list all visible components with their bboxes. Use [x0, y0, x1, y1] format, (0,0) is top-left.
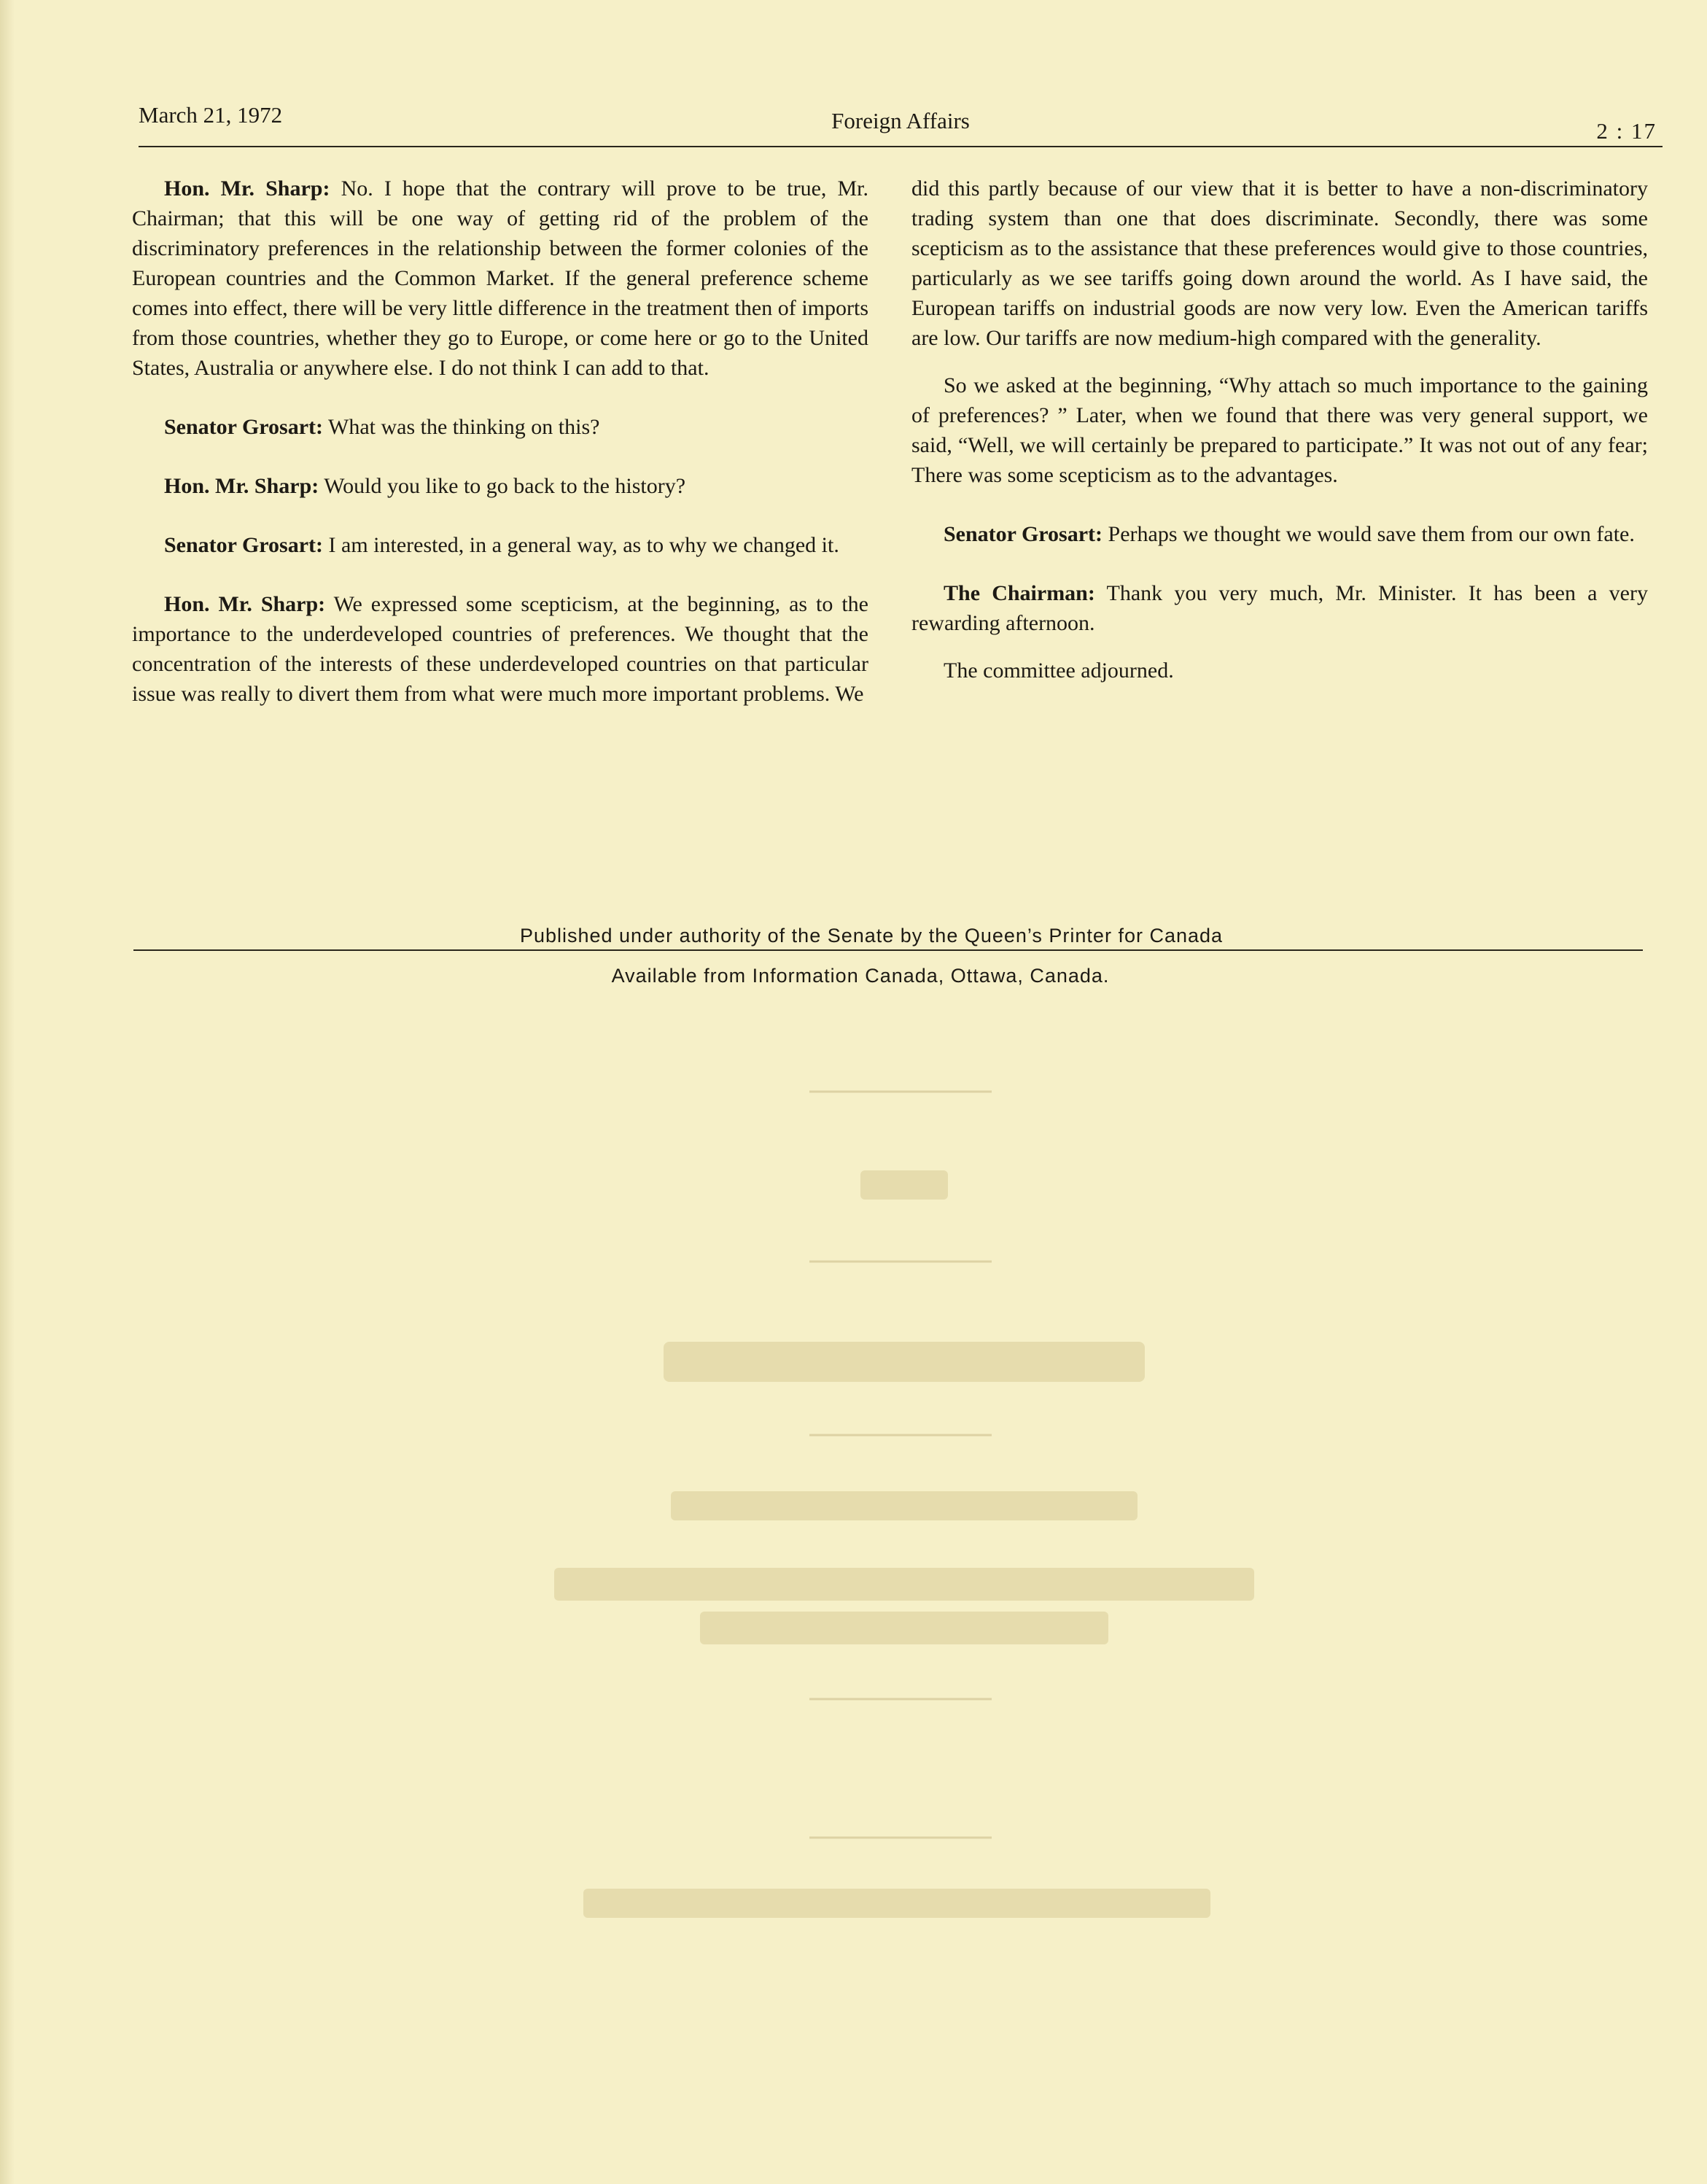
speaker-name: Senator Grosart: — [164, 415, 324, 439]
header-title: Foreign Affairs — [831, 108, 970, 133]
paragraph-text: What was the thinking on this? — [328, 415, 600, 439]
header-date: March 21, 1972 — [139, 102, 283, 128]
availability-notice: Available from Information Canada, Ottawa, Canada. — [611, 965, 1110, 987]
published-notice: Published under authority of the Senate by the Queen’s Printer for Canada — [519, 925, 1224, 947]
header-page-number: 2 : 17 — [1596, 118, 1657, 144]
paragraph-text: Perhaps we thought we would save them from our own fate. — [1108, 522, 1635, 546]
page-edge-shadow — [0, 0, 15, 2184]
paragraph — [132, 412, 868, 442]
paragraph — [132, 471, 868, 501]
paragraph — [911, 370, 1648, 490]
paragraph — [911, 656, 1648, 685]
paragraph-text: did this partly because of our view that it is better to have a non-discriminatory trading system than one that does discriminate. Secondly, there was some scepticism as to the assistance that these preferences would give to those countries, particularly as we see tariffs going down around the world. As I have said, the European tariffs on industrial goods are now very low. Even the American tariffs are low. Our tariffs are now medium-high compared with the generality. — [911, 176, 1648, 350]
paragraph — [132, 174, 868, 383]
paragraph-text: So we asked at the beginning, “Why attach so much importance to the gaining of preferences? ” Later, when we found that there was very general support, we said, “Well, we will certainly be prepared to participate.” It was not out of any fear; There was some scepticism as to the advantages. — [911, 373, 1648, 487]
speaker-name: Senator Grosart: — [164, 533, 324, 557]
paragraph-text: Would you like to go back to the history? — [324, 474, 686, 498]
paragraph — [911, 174, 1648, 353]
header-rule — [139, 146, 1663, 147]
footer-rule — [133, 949, 1643, 951]
speaker-name: Hon. Mr. Sharp: — [164, 176, 330, 201]
paragraph — [911, 578, 1648, 638]
paragraph-text: No. I hope that the contrary will prove to be true, Mr. Chairman; that this will be one way of getting rid of the problem of the discriminatory preferences in the relationship between the former colonies of the European countries and the Common Market. If the general preference scheme comes into effect, there will be very little difference in the treatment then of imports from those countries, whether they go to Europe, or come here or go to the United States, Australia or anywhere else. I do not think I can add to that. — [132, 176, 868, 380]
speaker-name: The Chairman: — [944, 581, 1095, 605]
speaker-name: Hon. Mr. Sharp: — [164, 474, 319, 498]
speaker-name: Hon. Mr. Sharp: — [164, 592, 326, 616]
running-header — [139, 93, 1663, 144]
paragraph-text: Thank you very much, Mr. Minister. It has been a very rewarding afternoon. — [911, 581, 1648, 635]
paragraph — [911, 519, 1648, 549]
left-column — [132, 174, 868, 738]
paragraph-text: We expressed some scepticism, at the beginning, as to the importance to the underdeveloped countries of preferences. We thought that the concentration of the interests of these underdeveloped countries on that particular issue was really to divert them from what were much more important problems. We — [132, 592, 868, 706]
paragraph-text: The committee adjourned. — [944, 658, 1174, 683]
right-column — [911, 174, 1648, 715]
paragraph — [132, 589, 868, 709]
paragraph — [132, 530, 868, 560]
speaker-name: Senator Grosart: — [944, 522, 1103, 546]
paragraph-text: I am interested, in a general way, as to why we changed it. — [328, 533, 839, 557]
